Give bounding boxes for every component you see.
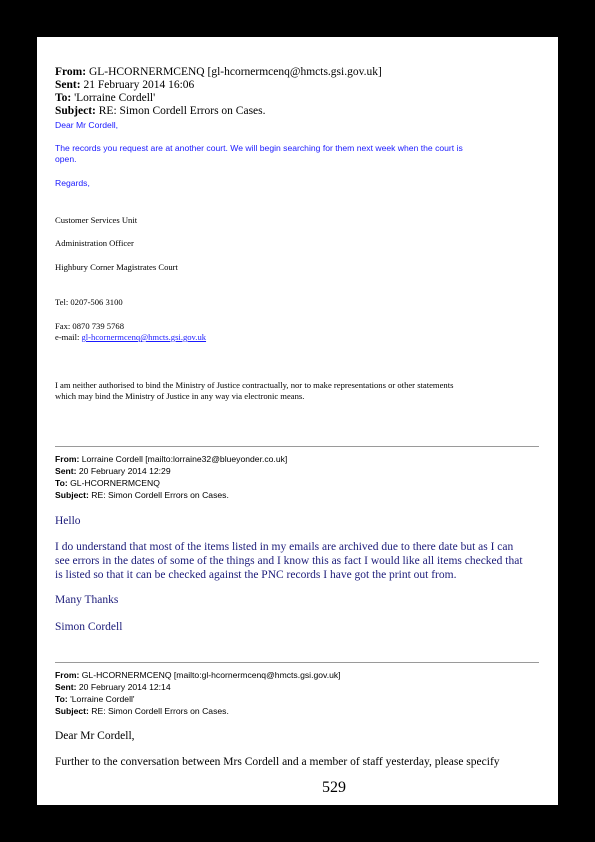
email2-greeting: Hello	[55, 515, 81, 527]
divider	[55, 662, 539, 663]
sent-value: 21 February 2014 16:06	[83, 79, 195, 91]
email1-body-line-1: The records you request are at another court. We will begin searching for them next week when the court is	[55, 143, 463, 153]
email2-body-line-3: is listed so that it can be checked against the PNC records I have got the print out from.	[55, 569, 457, 581]
to-value: 'Lorraine Cordell'	[74, 92, 156, 104]
email3-body-line-1: Further to the conversation between Mrs Cordell and a member of staff yesterday, please specify	[55, 756, 500, 768]
signature-role: Administration Officer	[55, 238, 134, 248]
email1-subject-line	[55, 105, 266, 118]
signature-court: Highbury Corner Magistrates Court	[55, 262, 178, 272]
from-value: GL-HCORNERMCENQ [mailto:gl-hcornermcenq@hmcts.gsi.gov.uk]	[81, 670, 341, 680]
email1-from-line	[55, 66, 382, 79]
sent-label: Sent:	[55, 682, 77, 692]
email2-signature: Simon Cordell	[55, 621, 123, 633]
email3-subject-line	[55, 706, 229, 717]
from-value: GL-HCORNERMCENQ [gl-hcornermcenq@hmcts.gsi.gov.uk]	[88, 66, 382, 78]
disclaimer-line-2: which may bind the Ministry of Justice in any way via electronic means.	[55, 391, 305, 401]
email3-to-line	[55, 694, 135, 705]
from-label: From:	[55, 66, 87, 78]
signature-fax: Fax: 0870 739 5768	[55, 321, 124, 331]
email2-thanks: Many Thanks	[55, 594, 119, 606]
to-label: To:	[55, 694, 68, 704]
to-value: GL-HCORNERMCENQ	[70, 478, 160, 488]
sent-value: 20 February 2014 12:29	[78, 466, 171, 476]
sent-value: 20 February 2014 12:14	[78, 682, 171, 692]
email2-subject-line	[55, 490, 229, 501]
subject-label: Subject:	[55, 490, 89, 500]
email2-sent-line	[55, 466, 171, 477]
subject-label: Subject:	[55, 706, 89, 716]
document-page	[37, 37, 558, 805]
disclaimer-line-1: I am neither authorised to bind the Ministry of Justice contractually, nor to make representations or other statements	[55, 380, 454, 390]
subject-value: RE: Simon Cordell Errors on Cases.	[98, 105, 266, 117]
email1-closing: Regards,	[55, 178, 90, 188]
email3-from-line	[55, 670, 341, 681]
email3-sent-line	[55, 682, 171, 693]
subject-value: RE: Simon Cordell Errors on Cases.	[91, 490, 229, 500]
email1-to-line	[55, 92, 155, 105]
to-label: To:	[55, 92, 72, 104]
page-number: 529	[322, 779, 346, 796]
from-label: From:	[55, 670, 80, 680]
sent-label: Sent:	[55, 79, 81, 91]
signature-email-line	[55, 332, 206, 342]
signature-tel: Tel: 0207-506 3100	[55, 297, 123, 307]
email-label: e-mail:	[55, 332, 82, 342]
email1-sent-line	[55, 79, 194, 92]
signature-unit: Customer Services Unit	[55, 215, 138, 225]
email1-body-line-2: open.	[55, 154, 77, 164]
email3-greeting: Dear Mr Cordell,	[55, 730, 135, 742]
subject-value: RE: Simon Cordell Errors on Cases.	[91, 706, 229, 716]
email2-body-line-2: see errors in the dates of some of the things and I know this as fact I would like all items checked that	[55, 555, 523, 567]
email2-body-line-1: I do understand that most of the items listed in my emails are archived due to there date but as I can	[55, 541, 514, 553]
divider	[55, 446, 539, 447]
email1-greeting: Dear Mr Cordell,	[55, 120, 119, 130]
from-value: Lorraine Cordell [mailto:lorraine32@blueyonder.co.uk]	[81, 454, 288, 464]
email-link[interactable]: gl-hcornermcenq@hmcts.gsi.gov.uk	[81, 332, 207, 342]
email2-to-line	[55, 478, 160, 489]
to-label: To:	[55, 478, 68, 488]
to-value: 'Lorraine Cordell'	[70, 694, 135, 704]
email2-from-line	[55, 454, 287, 465]
from-label: From:	[55, 454, 80, 464]
sent-label: Sent:	[55, 466, 77, 476]
subject-label: Subject:	[55, 105, 96, 117]
